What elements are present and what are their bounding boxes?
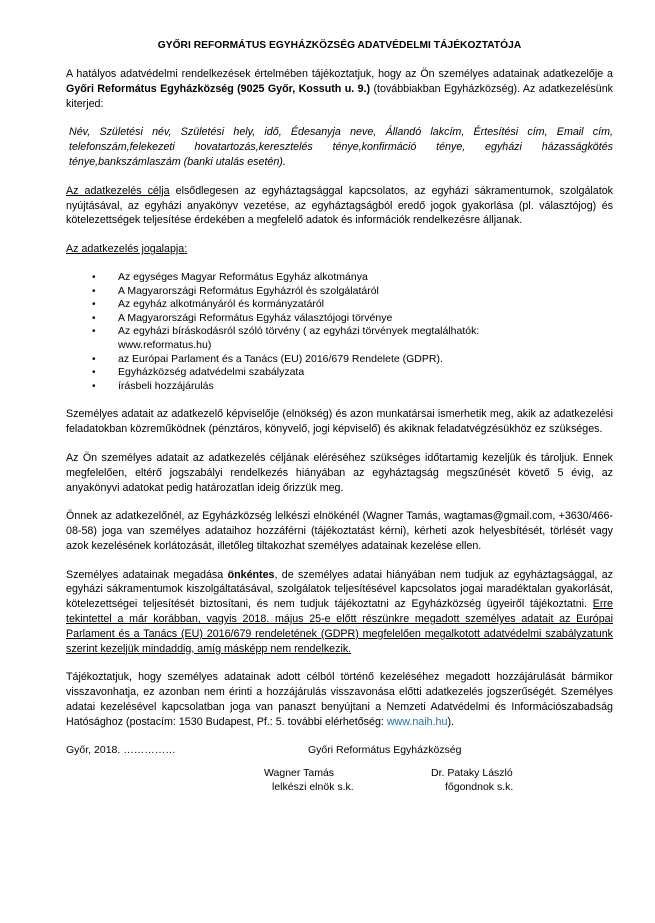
list-item-continuation <box>66 339 613 353</box>
reformatus-link[interactable]: www.reformatus.hu) <box>118 338 212 351</box>
list-item-text: Az egyházi bíráskodásról szóló törvény ( az egyházi törvények megtalálhatók: <box>118 325 480 338</box>
legal-basis-heading <box>66 242 613 257</box>
signature-roles-row <box>66 781 613 795</box>
legal-basis-colon: : <box>184 243 188 256</box>
withdrawal-paragraph <box>66 670 613 729</box>
list-item <box>66 325 613 339</box>
bullet-icon: • <box>92 312 96 324</box>
date-row <box>66 744 613 758</box>
place-date: Győr, 2018. …………… <box>66 743 176 756</box>
voluntary-underlined: Erre tekintettel a már korábban, vagyis 2018. május 25-e előtt részünkre megadott személyes adatait az Európai Parlament és a Tanács (EU) 2016/679 rendeletének (GDPR) megfelelően megalkotott adatvédelmi szabályzatunk szerint kezeljük mindaddig, amíg másképp nem rendelkezik. <box>66 598 613 655</box>
bullet-icon: • <box>92 367 96 379</box>
list-item <box>66 298 613 312</box>
voluntary-text-2: , de személyes adatai hiányában nem tudjuk az egyháztagsággal, az egyházi sákramentumok kiszolgáltatásával, szolgálatok teljesítésével kapcsolatos jogai maradéktalan gyakorlását, kötelezettségei teljesítését biztosítani, és nem tudjuk tájékoztatni az Egyházközség ügyeiről tájékoztatni. <box>66 568 614 611</box>
list-item <box>66 366 613 380</box>
list-item <box>66 285 613 299</box>
signatory-name-1: Wagner Tamás <box>264 766 335 779</box>
voluntary-text: Személyes adatainak megadása <box>66 568 228 581</box>
naih-link[interactable]: www.naih.hu <box>386 715 448 728</box>
bullet-icon: • <box>92 380 96 392</box>
list-item <box>66 271 613 285</box>
list-item <box>66 353 613 367</box>
withdrawal-text: Tájékoztatjuk, hogy személyes adatainak adott célból történő kezeléséhez megadott hozzájárulását bármikor visszavonhatja, ez azonban nem érinti a hozzájárulás visszavonása előtti adatkezelés jogszerűségét. Személyes adatai kezelésével kapcsolatban joga van panaszt benyújtani a Nemzeti Adatvédelmi és Információszabadság Hatósághoz (postacím: 1530 Budapest, Pf.: 5. további elérhetőség: <box>66 671 613 728</box>
voluntary-bold: önkéntes <box>227 568 275 581</box>
list-item-text: Az egyház alkotmányáról és kormányzatáról <box>118 298 325 311</box>
bullet-icon: • <box>92 299 96 311</box>
signature-names-row <box>66 767 613 781</box>
organization-name: Győri Református Egyházközség <box>308 743 462 756</box>
list-item-text: írásbeli hozzájárulás <box>118 379 214 392</box>
rights-paragraph: Önnek az adatkezelőnél, az Egyházközség lelkészi elnökénél (Wagner Tamás, wagtamas@gmail.com, +3630/466-08-58) joga van személyes adataihoz hozzáférni (tájékoztatást kérni), kérheti azok helyesbítését, törlését vagy azok kezelésének korlátozását, illetőleg tiltakozhat személyes adatainak kezelése ellen. <box>66 510 613 552</box>
controller-name: Győri Református Egyházközség (9025 Győr, Kossuth u. 9.) <box>66 82 371 95</box>
legal-basis-label: Az adatkezelés jogalapja <box>66 243 185 256</box>
signatory-role-2: főgondnok s.k. <box>445 780 514 793</box>
document-title: GYŐRI REFORMÁTUS EGYHÁZKÖZSÉG ADATVÉDELMI TÁJÉKOZTATÓJA <box>157 40 522 51</box>
purpose-label: Az adatkezelés célja <box>66 184 170 197</box>
retention-paragraph: Az Ön személyes adatait az adatkezelés céljának eléréséhez szükséges időtartamig kezeljük és tároljuk. Ennek megfelelően, eltérő jogszabályi rendelkezés hiányában az egyháztagság megszűnését követő 5 évig, az anyakönyvi adatokat pedig határozatlan ideig őrizzük meg. <box>66 451 613 494</box>
bullet-icon: • <box>92 326 96 338</box>
list-item <box>66 380 613 394</box>
access-paragraph: Személyes adatait az adatkezelő képviselője (elnökség) és azon munkatársai ismerhetik meg, akik az adatkezelési feladatokban közreműködnek (pénztáros, könyvelő, jogi képviselő) és akiknak feladatvégzésükhöz ez szükséges. <box>66 408 613 436</box>
data-scope-paragraph: Név, Születési név, Születési hely, idő, Édesanyja neve, Állandó lakcím, Értesítési cím, Email cím, telefonszám,felekezeti hovatartozás,keresztelés ténye,konfirmáció ténye, egyházi házasságkötés ténye,bankszámlaszám (banki utalás esetén). <box>69 126 613 168</box>
list-item-text: Egyházközség adatvédelmi szabályzata <box>118 366 305 379</box>
intro-text-end: (továbbiakban Egyházközség). Az adatkezelésünk kiterjed: <box>66 82 613 110</box>
intro-paragraph <box>66 67 613 111</box>
list-item-text: Az egységes Magyar Református Egyház alkotmánya <box>118 270 368 283</box>
signatory-role-1: lelkészi elnök s.k. <box>272 780 354 793</box>
intro-text: A hatályos adatvédelmi rendelkezések értelmében tájékoztatjuk, hogy az Ön személyes adatainak adatkezelője a <box>66 68 613 80</box>
withdrawal-end: ). <box>447 715 454 728</box>
list-item <box>66 312 613 326</box>
document-page <box>66 40 613 795</box>
list-item-text: A Magyarországi Református Egyházról és szolgálatáról <box>118 284 379 297</box>
legal-basis-list <box>66 271 613 393</box>
signatory-name-2: Dr. Pataky László <box>431 766 513 779</box>
list-item-text: A Magyarországi Református Egyház választójogi törvénye <box>118 311 393 324</box>
list-item-text: az Európai Parlament és a Tanács (EU) 2016/679 Rendelete (GDPR). <box>118 352 443 365</box>
voluntary-paragraph <box>66 568 613 657</box>
purpose-paragraph <box>66 184 613 228</box>
bullet-icon: • <box>92 271 96 283</box>
purpose-text: elsődlegesen az egyháztagsággal kapcsolatos, az egyházi sákramentumok, szolgálatok nyújtásával, az egyházi anyakönyv vezetése, az egyháztagságból eredő jogok gyakorlása (pl. választójog) és kötelezettségek teljesítése érdekében a megfelelő adatok és információk rendelkezésre álljanak. <box>66 184 613 227</box>
bullet-icon: • <box>92 353 96 365</box>
bullet-icon: • <box>92 285 96 297</box>
